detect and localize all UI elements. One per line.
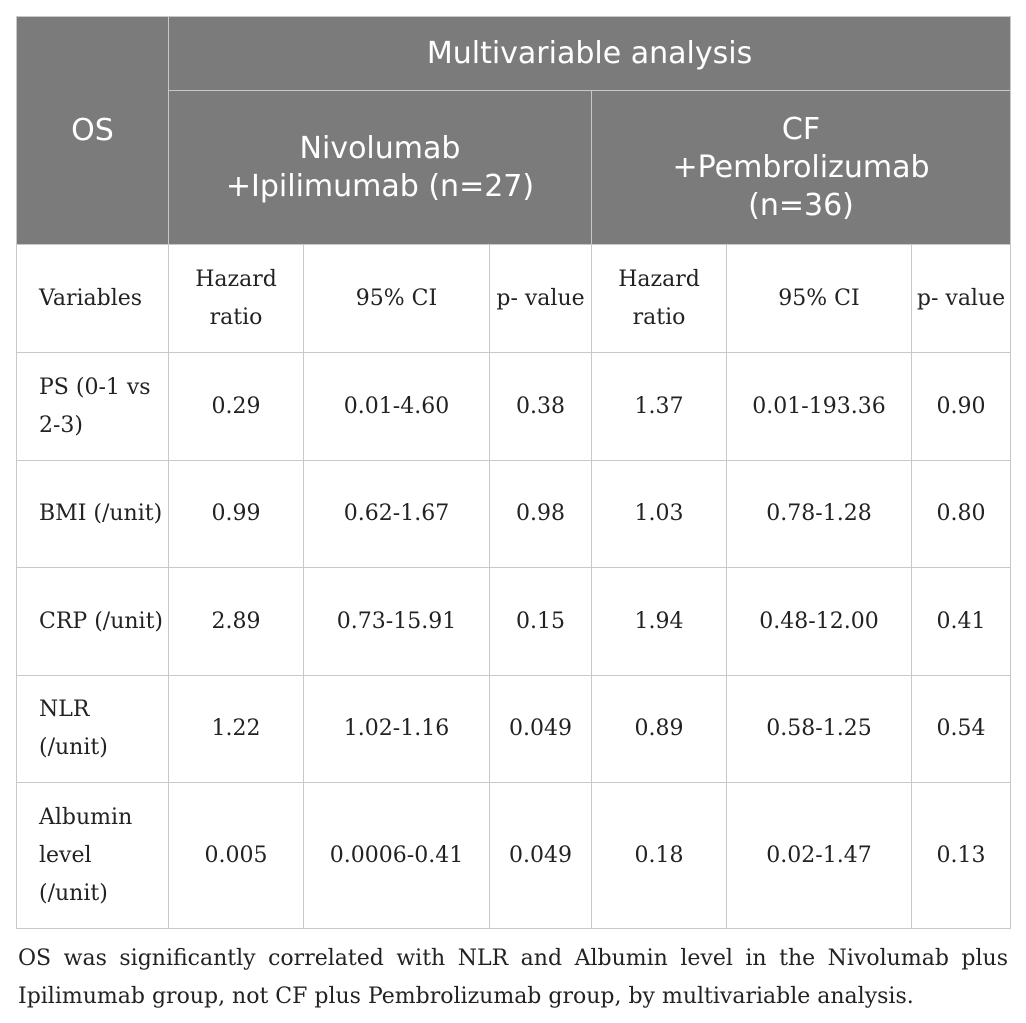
table-row [17,783,1011,929]
hazard-ratio-cell: 0.99 [169,461,304,568]
variable-cell: Albumin level (/unit) [17,783,169,929]
table-caption: OS was significantly correlated with NLR and Albumin level in the Nivolumab plus Ipilimumab group, not CF plus Pembrolizumab group, by multivariable analysis. [18,946,1008,1009]
ci-cell: 0.62-1.67 [304,461,490,568]
pvalue-cell: 0.38 [490,353,592,461]
group2-header: CF +Pembrolizumab (n=36) [592,91,1011,245]
pvalue-cell: 0.98 [490,461,592,568]
pvalue-cell: 0.90 [912,353,1011,461]
ci-cell: 0.01-193.36 [727,353,912,461]
pvalue-col-header-2: p- value [912,245,1011,353]
table-row [17,568,1011,676]
hazard-ratio-cell: 2.89 [169,568,304,676]
ci-cell: 0.73-15.91 [304,568,490,676]
hazard-ratio-col-header-2: Hazard ratio [592,245,727,353]
multivariable-header: Multivariable analysis [169,17,1011,91]
ci-col-header-2: 95% CI [727,245,912,353]
pvalue-cell: 0.13 [912,783,1011,929]
os-header: OS [17,17,169,245]
variable-cell: BMI (/unit) [17,461,169,568]
pvalue-col-header-1: p- value [490,245,592,353]
hazard-ratio-cell: 0.18 [592,783,727,929]
pvalue-cell: 0.54 [912,676,1011,783]
pvalue-cell: 0.049 [490,676,592,783]
pvalue-cell: 0.15 [490,568,592,676]
hazard-ratio-cell: 0.29 [169,353,304,461]
ci-cell: 1.02-1.16 [304,676,490,783]
hazard-ratio-cell: 1.22 [169,676,304,783]
ci-col-header-1: 95% CI [304,245,490,353]
hazard-ratio-cell: 1.03 [592,461,727,568]
hazard-ratio-cell: 0.89 [592,676,727,783]
table-row [17,353,1011,461]
variables-col-header: Variables [17,245,169,353]
hazard-ratio-cell: 1.37 [592,353,727,461]
variable-cell: PS (0-1 vs 2-3) [17,353,169,461]
hazard-ratio-cell: 1.94 [592,568,727,676]
hazard-ratio-col-header-1: Hazard ratio [169,245,304,353]
column-header-row [17,245,1011,353]
hazard-ratio-cell: 0.005 [169,783,304,929]
variable-cell: CRP (/unit) [17,568,169,676]
ci-cell: 0.0006-0.41 [304,783,490,929]
ci-cell: 0.58-1.25 [727,676,912,783]
results-table [16,16,1011,929]
ci-cell: 0.78-1.28 [727,461,912,568]
group1-header: Nivolumab +Ipilimumab (n=27) [169,91,592,245]
ci-cell: 0.02-1.47 [727,783,912,929]
table-row [17,461,1011,568]
table-row [17,676,1011,783]
ci-cell: 0.48-12.00 [727,568,912,676]
pvalue-cell: 0.049 [490,783,592,929]
pvalue-cell: 0.80 [912,461,1011,568]
ci-cell: 0.01-4.60 [304,353,490,461]
variable-cell: NLR (/unit) [17,676,169,783]
pvalue-cell: 0.41 [912,568,1011,676]
